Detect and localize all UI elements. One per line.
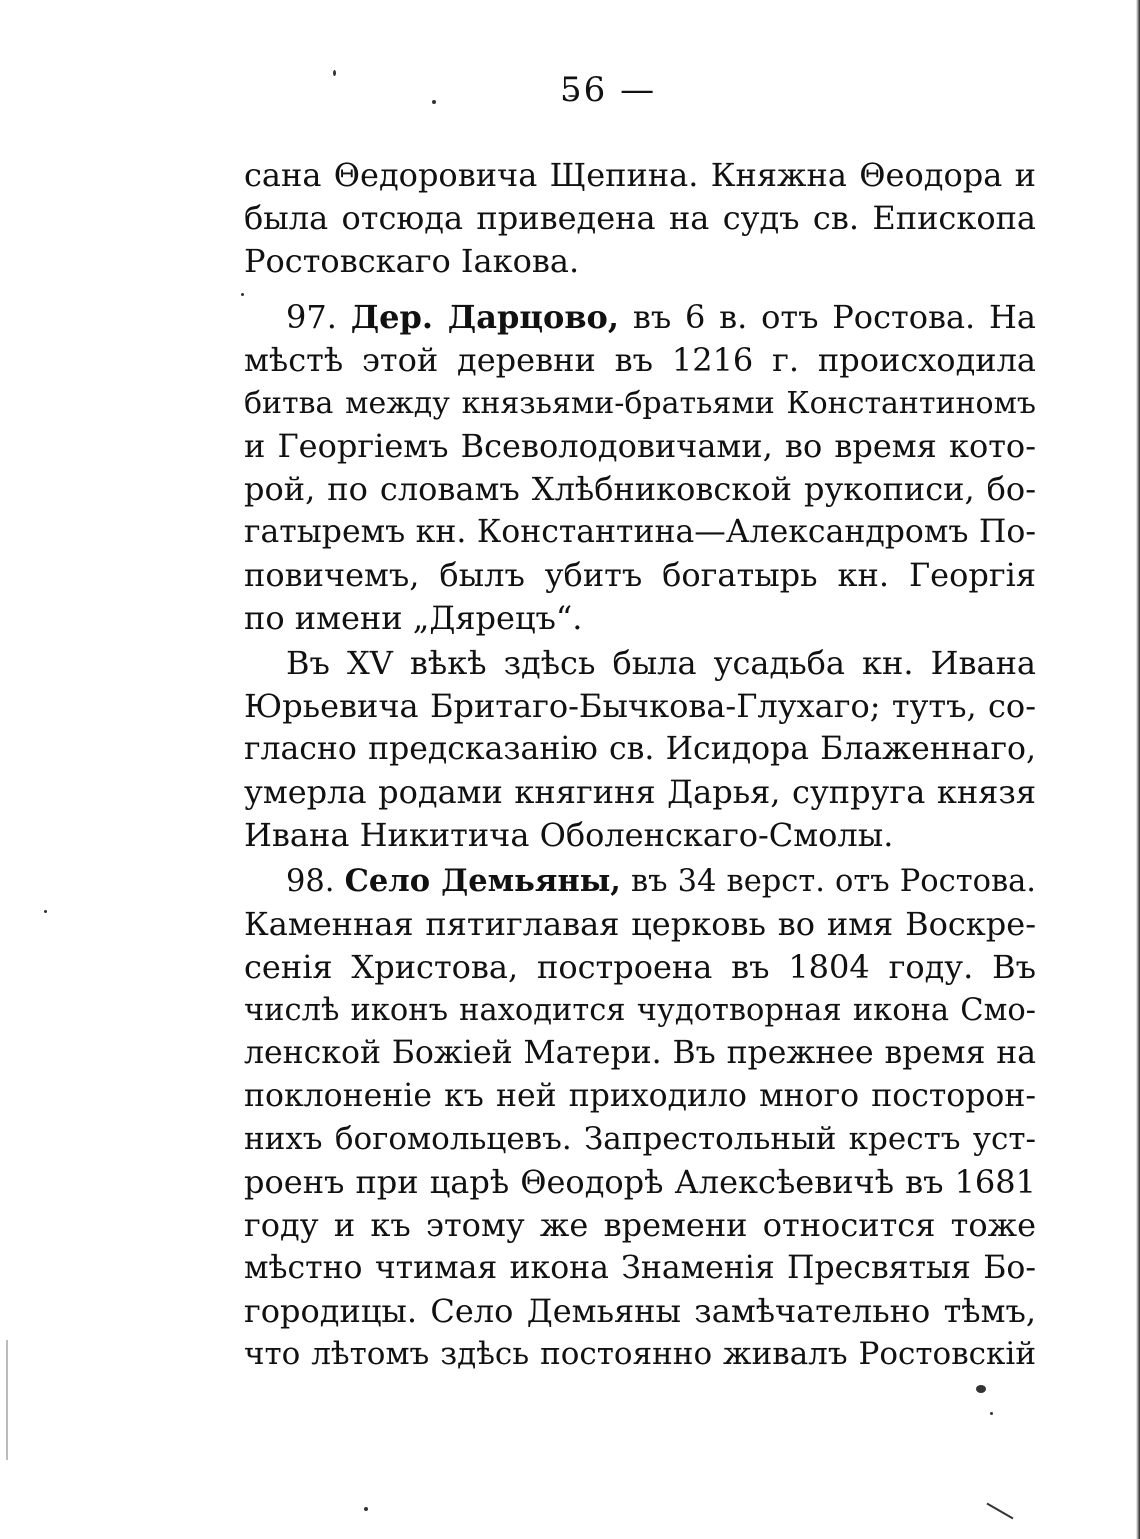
text-line: городицы. Село Демьяны замѣчательно тѣмъ, (244, 1292, 1036, 1330)
paragraph-xv-century (244, 642, 1036, 857)
text-line: что лѣтомъ здѣсь постоянно живалъ Ростовскій (244, 1336, 1036, 1372)
entry-98 (244, 860, 1036, 1376)
scan-speck (990, 1412, 993, 1415)
text-line: умерла родами княгиня Дарья, супруга князя (244, 773, 1036, 811)
text-line: сенія Христова, построена въ 1804 году. Въ (244, 948, 1036, 986)
scan-speck (333, 70, 336, 76)
entry-heading-rest: въ 34 верст. отъ Ростова. (631, 864, 1037, 899)
entry-title: Село Демьяны, (344, 863, 621, 899)
page-left-edge-mark (6, 1340, 8, 1460)
text-line: мѣстно чтимая икона Знаменія Пресвятыя Бо- (244, 1250, 1036, 1286)
text-line: битва между князьями-братьями Константиномъ (244, 386, 1036, 421)
entry-number: 98. (286, 864, 335, 899)
text-line: гатыремъ кн. Константина—Александромъ По- (244, 514, 1036, 550)
text-line: Юрьевича Бритаго-Бычкова-Глухаго; тутъ, со- (244, 687, 1036, 725)
scan-speck (976, 1385, 986, 1393)
entry-heading-rest: въ 6 в. отъ Ростова. На (632, 298, 1037, 336)
text-line: рой, по словамъ Хлѣбниковской рукописи, бо- (244, 470, 1036, 508)
text-line: нихъ богомольцевъ. Запрестольный крестъ уст- (244, 1121, 1036, 1157)
entry-title: Дер. Дарцово, (350, 298, 620, 336)
scan-speck (44, 910, 47, 913)
text-line: Въ XV вѣкѣ здѣсь была усадьба кн. Ивана (286, 644, 1036, 682)
page-number: 56 — (560, 70, 657, 110)
text-line: сана Θедоровича Щепина. Княжна Θеодора и (244, 156, 1036, 194)
text-line: по имени „Дярецъ“. (244, 599, 583, 637)
text-line: Ивана Никитича Оболенскаго-Смолы. (244, 816, 894, 854)
text-line: Ростовскаго Іакова. (244, 242, 580, 280)
entry-97 (244, 296, 1036, 640)
text-line: была отсюда приведена на судъ св. Епископа (244, 199, 1036, 237)
entry-number: 97. (286, 298, 337, 336)
text-line: числѣ иконъ находится чудотворная икона Смо- (244, 993, 1036, 1028)
scan-speck (364, 1507, 368, 1511)
entry-heading-line (244, 296, 1036, 339)
page-right-edge-shadow (1136, 0, 1140, 1539)
scan-speck (432, 100, 436, 104)
text-line: поклоненіе къ ней приходило много посторон- (244, 1078, 1036, 1114)
text-line: ленской Божіей Матери. Въ прежнее время на (244, 1035, 1036, 1071)
text-line: мѣстѣ этой деревни въ 1216 г. происходила (244, 341, 1036, 379)
text-line: году и къ этому же времени относится тоже (244, 1206, 1036, 1244)
entry-heading-line (244, 860, 1036, 903)
text-line: гласно предсказанію св. Исидора Блаженнаго, (244, 731, 1036, 767)
text-line: роенъ при царѣ Θеодорѣ Алексѣевичѣ въ 1681 (244, 1163, 1036, 1201)
text-line: повичемъ, былъ убитъ богатырь кн. Георгія (244, 556, 1036, 594)
paragraph-continuation (244, 154, 1036, 283)
scan-speck (987, 1503, 1014, 1520)
text-line: и Георгіемъ Всеволодовичами, во время кото- (244, 427, 1036, 465)
text-line: Каменная пятиглавая церковь во имя Воскре- (244, 905, 1036, 943)
